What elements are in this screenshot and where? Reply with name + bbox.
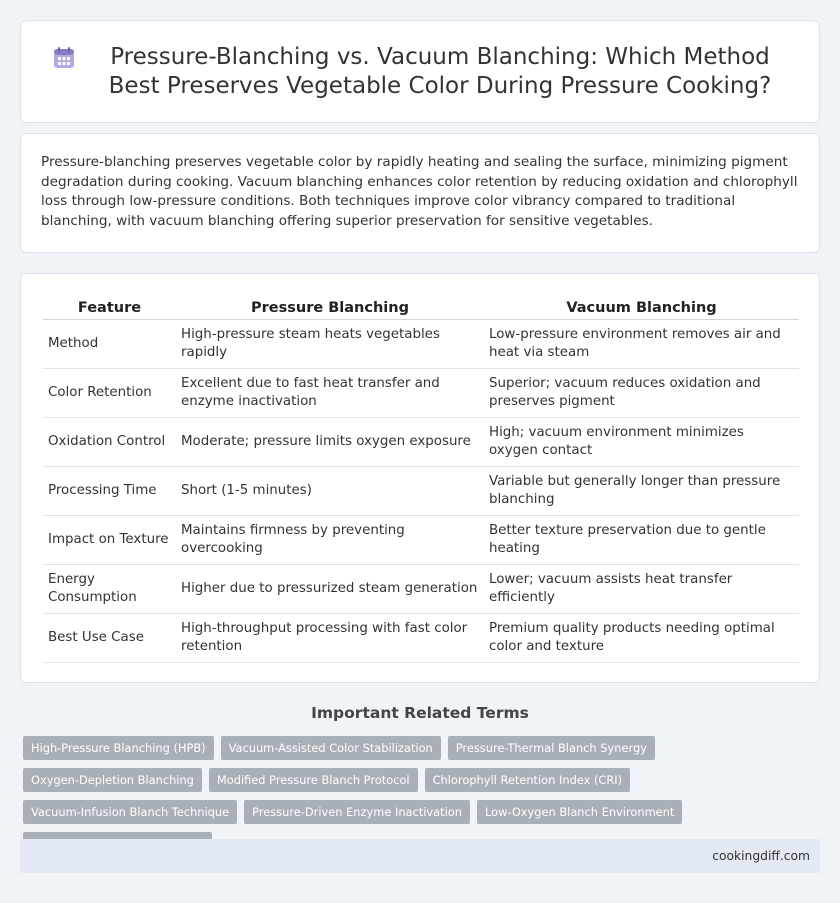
related-terms-heading: Important Related Terms — [311, 704, 529, 722]
related-term-tag[interactable]: Vacuum-Infusion Blanch Technique — [23, 800, 237, 824]
cell-feature: Oxidation Control — [43, 418, 176, 467]
related-term-tag[interactable]: High-Pressure Blanching (HPB) — [23, 736, 214, 760]
cell-pressure: High-throughput processing with fast color retention — [176, 614, 484, 663]
footer-site-link[interactable]: cookingdiff.com — [712, 849, 810, 863]
intro-text: Pressure-blanching preserves vegetable color by rapidly heating and sealing the surface, minimizing pigment degradation during cooking. Vacuum blanching enhances color retention by reducing oxidation and chlorophyll loss through low-pressure conditions. Both techniques improve color vibrancy compared to traditional blanching, with vacuum blanching offering superior preservation for sensitive vegetables. — [41, 154, 798, 229]
comparison-card — [20, 273, 820, 683]
cell-pressure: Short (1-5 minutes) — [176, 467, 484, 516]
cell-vacuum: Lower; vacuum assists heat transfer efficiently — [484, 565, 799, 614]
header-vacuum-blanching: Vacuum Blanching — [484, 294, 799, 320]
cell-vacuum: Superior; vacuum reduces oxidation and preserves pigment — [484, 369, 799, 418]
page-title: Pressure-Blanching vs. Vacuum Blanching: Which Method Best Preserves Vegetable Color During Pressure Cooking? — [108, 43, 772, 99]
related-term-tag[interactable]: Chlorophyll Retention Index (CRI) — [425, 768, 631, 792]
cell-vacuum: Low-pressure environment removes air and heat via steam — [484, 320, 799, 369]
related-terms-list — [23, 736, 823, 856]
table-row — [43, 369, 799, 418]
related-term-tag[interactable]: Low-Oxygen Blanch Environment — [477, 800, 682, 824]
header-pressure-blanching: Pressure Blanching — [176, 294, 484, 320]
cell-pressure: High-pressure steam heats vegetables rapidly — [176, 320, 484, 369]
title-card — [20, 20, 820, 123]
comparison-table — [43, 294, 799, 663]
intro-card — [20, 133, 820, 253]
related-term-tag[interactable]: Vacuum-Assisted Color Stabilization — [221, 736, 441, 760]
cell-pressure: Excellent due to fast heat transfer and enzyme inactivation — [176, 369, 484, 418]
related-term-tag[interactable]: Modified Pressure Blanch Protocol — [209, 768, 418, 792]
table-row — [43, 565, 799, 614]
cell-pressure: Maintains firmness by preventing overcooking — [176, 516, 484, 565]
table-row — [43, 320, 799, 369]
related-term-tag[interactable]: Oxygen-Depletion Blanching — [23, 768, 202, 792]
cell-feature: Impact on Texture — [43, 516, 176, 565]
cell-feature: Color Retention — [43, 369, 176, 418]
table-row — [43, 467, 799, 516]
calendar-grid-icon — [51, 45, 77, 71]
table-row — [43, 516, 799, 565]
cell-vacuum: Premium quality products needing optimal color and texture — [484, 614, 799, 663]
title-wrap — [21, 21, 819, 122]
related-term-tag[interactable]: Pressure-Thermal Blanch Synergy — [448, 736, 655, 760]
cell-vacuum: Variable but generally longer than pressure blanching — [484, 467, 799, 516]
cell-feature: Method — [43, 320, 176, 369]
related-term-tag[interactable]: Pressure-Driven Enzyme Inactivation — [244, 800, 470, 824]
cell-vacuum: High; vacuum environment minimizes oxygen contact — [484, 418, 799, 467]
cell-feature: Processing Time — [43, 467, 176, 516]
cell-pressure: Higher due to pressurized steam generation — [176, 565, 484, 614]
table-header-row — [43, 294, 799, 320]
cell-feature: Best Use Case — [43, 614, 176, 663]
header-feature: Feature — [43, 294, 176, 320]
table-row — [43, 418, 799, 467]
cell-vacuum: Better texture preservation due to gentle heating — [484, 516, 799, 565]
table-row — [43, 614, 799, 663]
footer — [20, 839, 820, 873]
cell-pressure: Moderate; pressure limits oxygen exposure — [176, 418, 484, 467]
cell-feature: Energy Consumption — [43, 565, 176, 614]
